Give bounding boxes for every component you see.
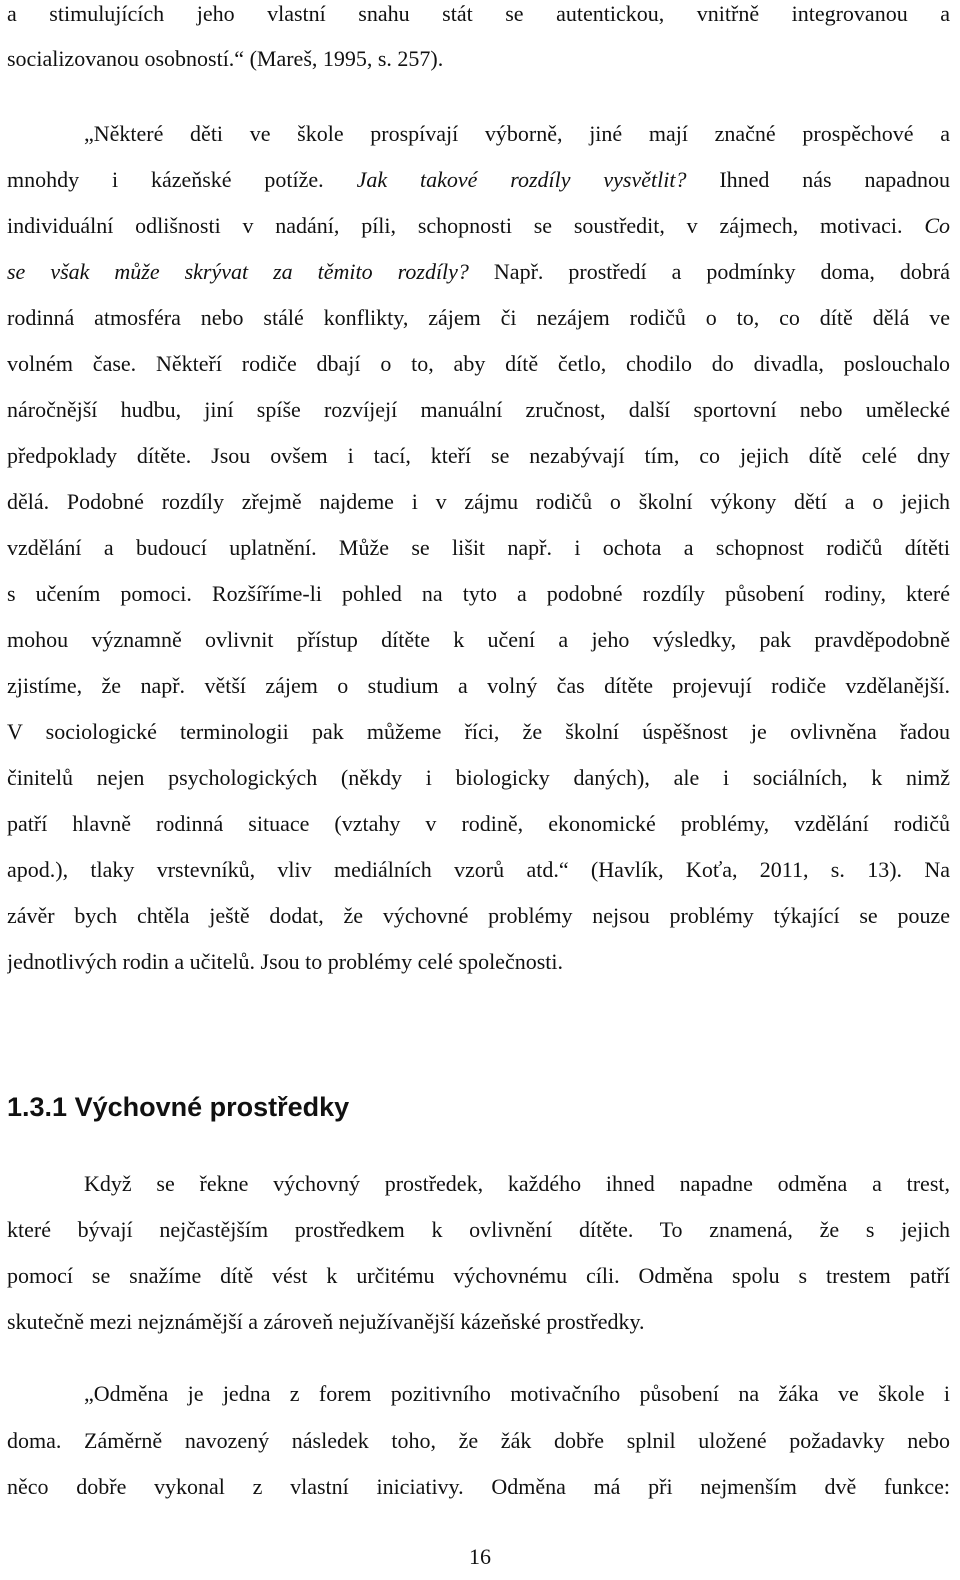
section-number: 1.3.1 [7, 1092, 68, 1122]
italic-question: Co [924, 213, 950, 238]
text-line: apod.), tlaky vrstevníků, vliv mediálních vzorů atd.“ (Havlík, Koťa, 2011, s. 13). Na [7, 857, 950, 882]
text-line: náročnější hudbu, jiní spíše rozvíjejí manuální zručnost, další sportovní nebo umělecké [7, 397, 950, 422]
section-title: Výchovné prostředky [74, 1092, 350, 1122]
text-line: Když se řekne výchovný prostředek, každého ihned napadne odměna a trest, [84, 1171, 950, 1196]
text-line: s učením pomoci. Rozšíříme-li pohled na tyto a podobné rozdíly působení rodiny, které [7, 581, 950, 606]
text-line: „Některé děti ve škole prospívají výborně, jiné mají značné prospěchové a [84, 121, 950, 146]
text-line [7, 166, 950, 194]
text-span: Např. prostředí a podmínky doma, dobrá [468, 259, 950, 284]
text-line: předpoklady dítěte. Jsou ovšem i tací, kteří se nezabývají tím, co jejich dítě celé dny [7, 443, 950, 468]
text-line: „Odměna je jedna z forem pozitivního motivačního působení na žáka ve škole i [84, 1381, 950, 1406]
text-line: jednotlivých rodin a učitelů. Jsou to problémy celé společnosti. [7, 949, 563, 974]
section-heading [7, 1090, 349, 1124]
text-line [7, 258, 950, 286]
text-line: zjistíme, že např. větší zájem o studium a volný čas dítěte projevují rodiče vzdělanější. [7, 673, 950, 698]
text-line: dělá. Podobné rozdíly zřejmě najdeme i v zájmu rodičů o školní výkony dětí a o jejich [7, 489, 950, 514]
text-line: a stimulujících jeho vlastní snahu stát se autentickou, vnitřně integrovanou a [7, 1, 950, 26]
text-line: doma. Záměrně navozený následek toho, že žák dobře splnil uložené požadavky nebo [7, 1428, 950, 1453]
text-line: závěr bych chtěla ještě dodat, že výchovné problémy nejsou problémy týkající se pouze [7, 903, 950, 928]
italic-question: se však může skrývat za těmito rozdíly? [7, 259, 469, 284]
text-line: skutečně mezi nejznámější a zároveň nejužívanější kázeňské prostředky. [7, 1309, 645, 1334]
text-line: které bývají nejčastějším prostředkem k ovlivnění dítěte. To znamená, že s jejich [7, 1217, 950, 1242]
text-line: V sociologické terminologii pak můžeme říci, že školní úspěšnost je ovlivněna řadou [7, 719, 950, 744]
text-line: mohou významně ovlivnit přístup dítěte k učení a jeho výsledky, pak pravděpodobně [7, 627, 950, 652]
page-number: 16 [469, 1544, 491, 1569]
text-line: patří hlavně rodinná situace (vztahy v rodině, ekonomické problémy, vzdělání rodičů [7, 811, 950, 836]
text-line: socializovanou osobností.“ (Mareš, 1995, s. 257). [7, 46, 444, 71]
italic-question: Jak takové rozdíly vysvětlit? [356, 167, 687, 192]
text-line: vzdělání a budoucí uplatnění. Může se lišit např. i ochota a schopnost rodičů dítěti [7, 535, 950, 560]
text-line [7, 212, 950, 240]
text-line: pomocí se snažíme dítě vést k určitému výchovnému cíli. Odměna spolu s trestem patří [7, 1263, 950, 1288]
text-line: činitelů nejen psychologických (někdy i biologicky daných), ale i sociálních, k nimž [7, 765, 950, 790]
text-line: rodinná atmosféra nebo stálé konflikty, zájem či nezájem rodičů o to, co dítě dělá ve [7, 305, 950, 330]
text-span: Ihned nás napadnou [686, 167, 950, 192]
text-line: něco dobře vykonal z vlastní iniciativy. Odměna má při nejmenším dvě funkce: [7, 1474, 950, 1499]
text-span: individuální odlišnosti v nadání, píli, schopnosti se soustředit, v zájmech, motivaci. [7, 213, 925, 238]
text-line: volném čase. Někteří rodiče dbají o to, aby dítě četlo, chodilo do divadla, poslouchalo [7, 351, 950, 376]
text-span: mnohdy i kázeňské potíže. [7, 167, 357, 192]
